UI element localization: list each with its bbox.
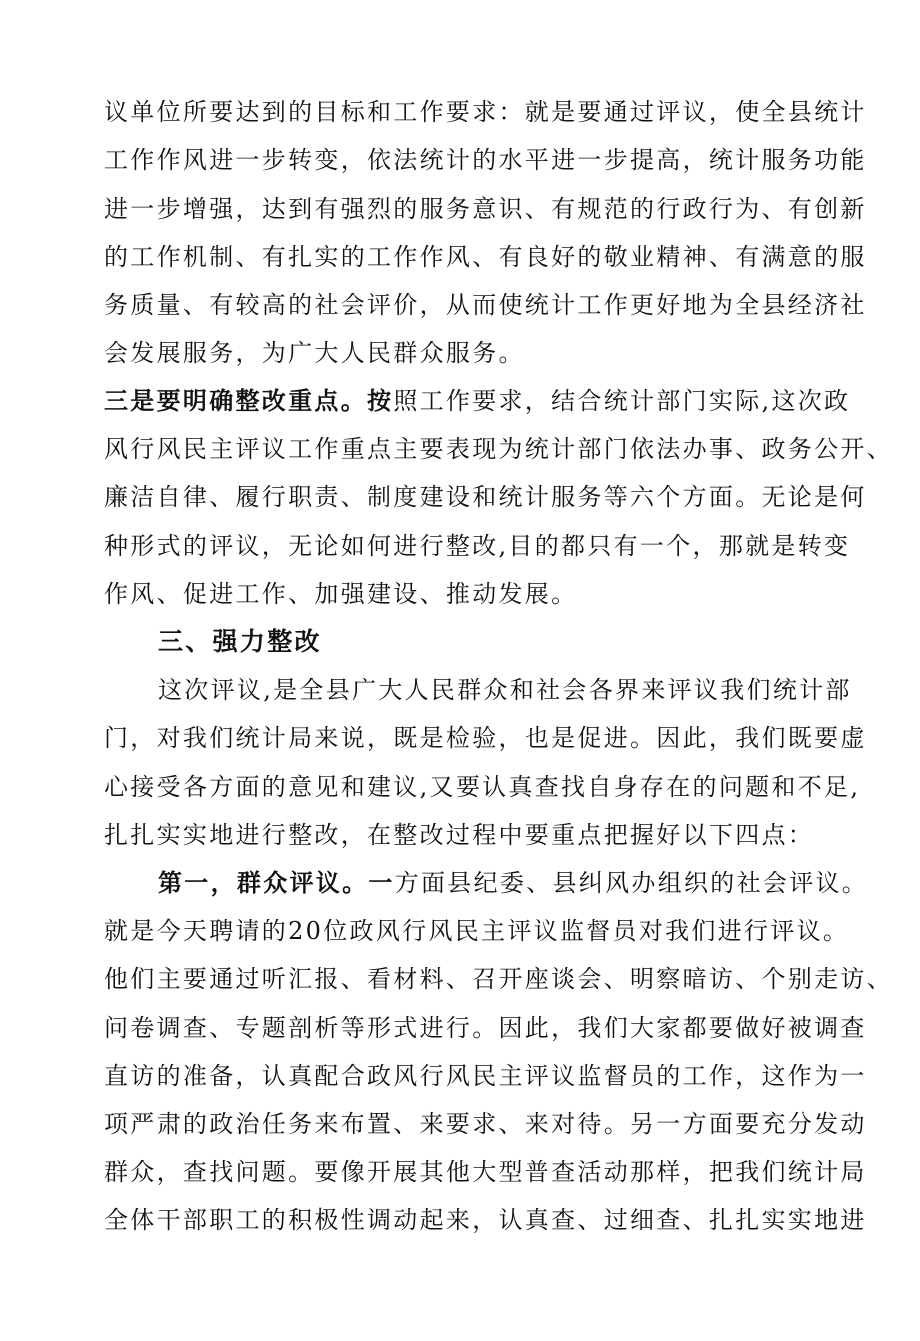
paragraph-line: 议单位所要达到的目标和工作要求：就是要通过评议，使全县统计 xyxy=(104,98,867,126)
paragraph-line: 会发展服务，为广大人民群众服务。 xyxy=(104,339,525,367)
bold-lead-text: 三是要明确整改重点。按 xyxy=(104,386,394,415)
paragraph-line: 务质量、有较高的社会评价，从而使统计工作更好地为全县经济社 xyxy=(104,291,867,319)
paragraph-line: 他们主要通过听汇报、看材料、召开座谈会、明察暗访、个别走访、 xyxy=(104,965,893,993)
paragraph-line-lead xyxy=(104,385,850,417)
paragraph-line: 作风、促进工作、加强建设、推动发展。 xyxy=(104,580,578,608)
paragraph-line: 的工作机制、有扎实的工作作风、有良好的敬业精神、有满意的服 xyxy=(104,243,867,271)
paragraph-line: 种形式的评议，无论如何进行整改,目的都只有一个，那就是转变 xyxy=(104,532,851,560)
line-text: 照工作要求，结合统计部门实际,这次政 xyxy=(393,387,851,415)
paragraph-line: 群众，查找问题。要像开展其他大型普查活动那样，把我们统计局 xyxy=(104,1158,867,1186)
paragraph-line-lead xyxy=(158,867,868,899)
paragraph-line: 工作作风进一步转变，依法统计的水平进一步提高，统计服务功能 xyxy=(104,146,867,174)
section-heading: 三、强力整改 xyxy=(158,627,322,656)
bold-lead-text: 第一，群众评议。一 xyxy=(158,868,395,897)
paragraph-line-first: 这次评议,是全县广大人民群众和社会各界来评议我们统计部 xyxy=(158,676,852,704)
paragraph-line: 进一步增强，达到有强烈的服务意识、有规范的行政行为、有创新 xyxy=(104,195,867,223)
paragraph-line: 风行风民主评议工作重点主要表现为统计部门依法办事、政务公开、 xyxy=(104,435,893,463)
paragraph-line: 廉洁自律、履行职责、制度建设和统计服务等六个方面。无论是何 xyxy=(104,483,867,511)
paragraph-line: 直访的准备，认真配合政风行风民主评议监督员的工作，这作为一 xyxy=(104,1062,867,1090)
paragraph-line: 门，对我们统计局来说，既是检验，也是促进。因此，我们既要虚 xyxy=(104,724,867,752)
paragraph-line: 心接受各方面的意见和建议,又要认真查找自身存在的问题和不足, xyxy=(104,773,861,801)
paragraph-line: 项严肃的政治任务来布置、来要求、来对待。另一方面要充分发动 xyxy=(104,1110,867,1138)
paragraph-line: 问卷调查、专题剖析等形式进行。因此，我们大家都要做好被调查 xyxy=(104,1014,867,1042)
paragraph-line: 就是今天聘请的20位政风行风民主评议监督员对我们进行评议。 xyxy=(104,917,850,945)
line-text: 方面县纪委、县纠风办组织的社会评议。 xyxy=(394,869,869,897)
paragraph-line: 全体干部职工的积极性调动起来，认真查、过细查、扎扎实实地进 xyxy=(104,1206,867,1234)
paragraph-line: 扎扎实实地进行整改，在整改过程中要重点把握好以下四点： xyxy=(104,821,815,849)
